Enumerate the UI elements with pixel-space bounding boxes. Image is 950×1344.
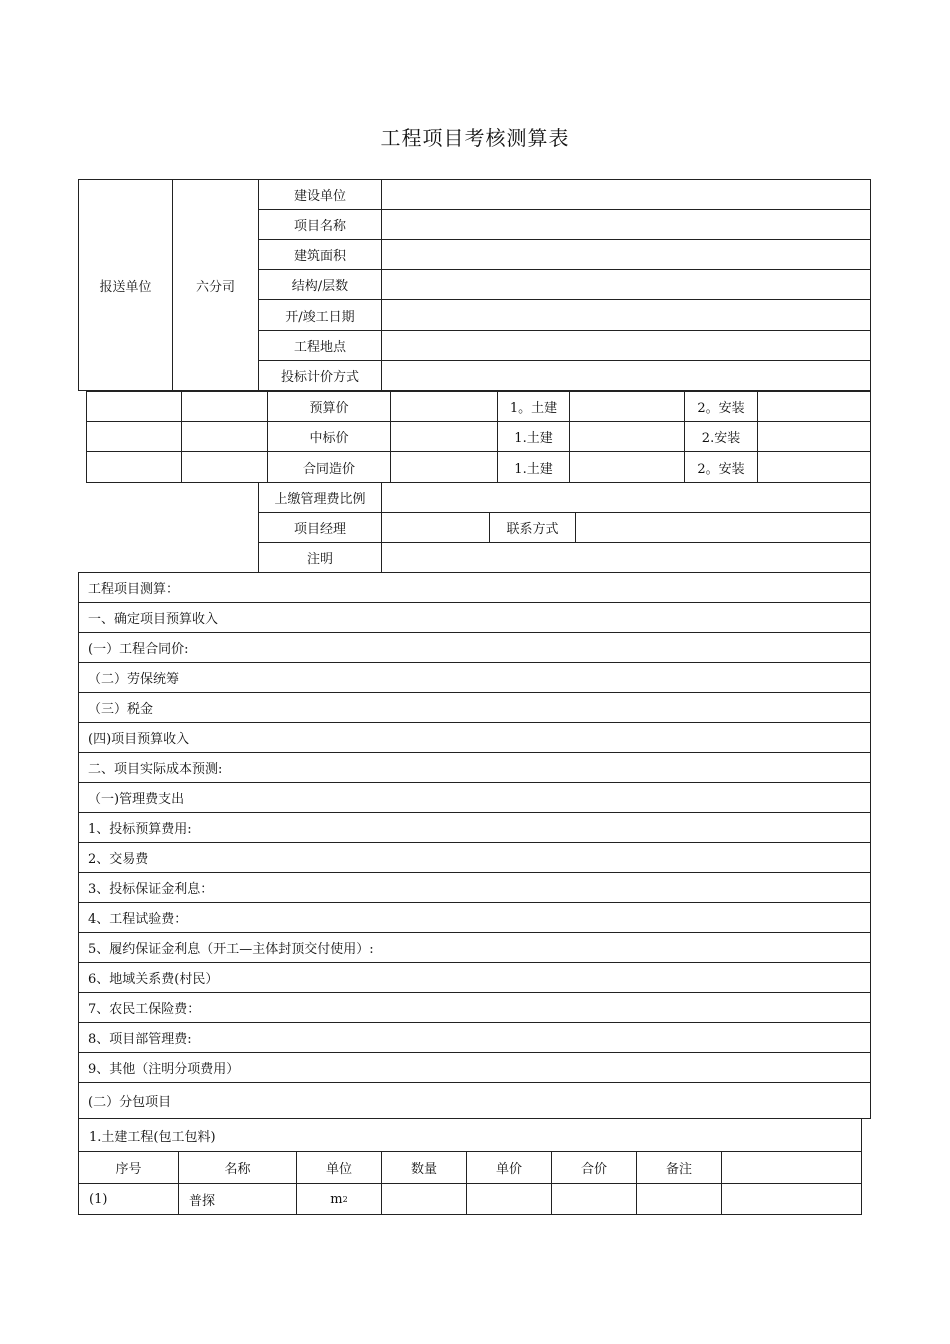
field-label: 项目名称	[258, 209, 382, 240]
field-value-input[interactable]	[381, 299, 871, 331]
manager-input[interactable]	[381, 512, 490, 543]
price-blank-cell[interactable]	[86, 451, 182, 483]
calc-row: 工程项目测算：	[78, 572, 871, 603]
price-install-input[interactable]	[757, 451, 871, 483]
column-header-total: 合价	[551, 1151, 637, 1184]
subcontract-section-title: 1.土建工程(包工包料)	[78, 1118, 862, 1152]
column-header-unit: 单位	[296, 1151, 382, 1184]
contact-input[interactable]	[575, 512, 871, 543]
unit-text: m	[330, 1191, 343, 1207]
field-label: 结构/层数	[258, 269, 382, 300]
field-label: 建设单位	[258, 179, 382, 210]
calc-row: 6、地域关系费(村民）	[78, 962, 871, 993]
price-blank-cell[interactable]	[181, 391, 268, 422]
column-header-name: 名称	[178, 1151, 297, 1184]
field-value-input[interactable]	[381, 269, 871, 300]
price-value-input[interactable]	[390, 421, 498, 452]
calc-row: （一)管理费支出	[78, 782, 871, 813]
reporting-unit-value: 六分司	[172, 179, 259, 391]
calc-row: (四)项目预算收入	[78, 722, 871, 753]
calc-row: (一）工程合同价:	[78, 632, 871, 663]
price-install-label: 2。安装	[684, 391, 758, 422]
fee-ratio-label: 上缴管理费比例	[258, 482, 382, 513]
price-civil-label: 1.土建	[497, 421, 570, 452]
contact-label: 联系方式	[489, 512, 576, 543]
cell-total-input[interactable]	[551, 1183, 637, 1215]
column-header-blank	[721, 1151, 862, 1184]
price-value-input[interactable]	[390, 451, 498, 483]
unit-superscript: 2	[342, 1194, 348, 1204]
price-blank-cell[interactable]	[181, 451, 268, 483]
fee-ratio-input[interactable]	[381, 482, 871, 513]
price-label: 预算价	[267, 391, 391, 422]
column-header-remarks: 备注	[636, 1151, 722, 1184]
price-install-label: 2。安装	[684, 451, 758, 483]
field-label: 投标计价方式	[258, 360, 382, 391]
price-label: 中标价	[267, 421, 391, 452]
field-label: 工程地点	[258, 330, 382, 361]
price-civil-input[interactable]	[569, 391, 685, 422]
price-blank-cell[interactable]	[86, 421, 182, 452]
calc-row: 4、工程试验费：	[78, 902, 871, 933]
note-label: 注明	[258, 542, 382, 573]
price-civil-input[interactable]	[569, 421, 685, 452]
price-install-label: 2.安装	[684, 421, 758, 452]
calc-row: 7、农民工保险费：	[78, 992, 871, 1023]
calc-row: (二）分包项目	[78, 1082, 871, 1119]
calc-row: 2、交易费	[78, 842, 871, 873]
price-civil-label: 1.土建	[497, 451, 570, 483]
column-header-no: 序号	[78, 1151, 179, 1184]
calc-row: 3、投标保证金利息：	[78, 872, 871, 903]
column-header-unit-price: 单价	[466, 1151, 552, 1184]
field-value-input[interactable]	[381, 330, 871, 361]
note-input[interactable]	[381, 542, 871, 573]
price-blank-cell[interactable]	[181, 421, 268, 452]
cell-row-unit	[296, 1183, 382, 1215]
column-header-quantity: 数量	[381, 1151, 467, 1184]
calc-row: 9、其他（注明分项费用）	[78, 1052, 871, 1083]
calc-row: 二、项目实际成本预测:	[78, 752, 871, 783]
manager-label: 项目经理	[258, 512, 382, 543]
field-value-input[interactable]	[381, 209, 871, 240]
field-value-input[interactable]	[381, 239, 871, 270]
calc-row: 5、履约保证金利息（开工—主体封顶交付使用）:	[78, 932, 871, 963]
page-title: 工程项目考核测算表	[380, 126, 570, 150]
field-label: 建筑面积	[258, 239, 382, 270]
cell-remarks-input[interactable]	[636, 1183, 722, 1215]
price-civil-input[interactable]	[569, 451, 685, 483]
cell-row-no: (1)	[78, 1183, 179, 1215]
price-blank-cell[interactable]	[86, 391, 182, 422]
cell-row-name: 普探	[178, 1183, 297, 1215]
price-label: 合同造价	[267, 451, 391, 483]
calc-row: 1、投标预算费用:	[78, 812, 871, 843]
reporting-unit-label: 报送单位	[78, 179, 173, 391]
cell-quantity-input[interactable]	[381, 1183, 467, 1215]
cell-unit-price-input[interactable]	[466, 1183, 552, 1215]
price-civil-label: 1。土建	[497, 391, 570, 422]
field-value-input[interactable]	[381, 179, 871, 210]
field-label: 开/竣工日期	[258, 299, 382, 331]
calc-row: （三）税金	[78, 692, 871, 723]
price-install-input[interactable]	[757, 391, 871, 422]
calc-row: （二）劳保统筹	[78, 662, 871, 693]
price-install-input[interactable]	[757, 421, 871, 452]
field-value-input[interactable]	[381, 360, 871, 391]
calc-row: 一、确定项目预算收入	[78, 602, 871, 633]
cell-blank-input[interactable]	[721, 1183, 862, 1215]
calc-row: 8、项目部管理费:	[78, 1022, 871, 1053]
price-value-input[interactable]	[390, 391, 498, 422]
